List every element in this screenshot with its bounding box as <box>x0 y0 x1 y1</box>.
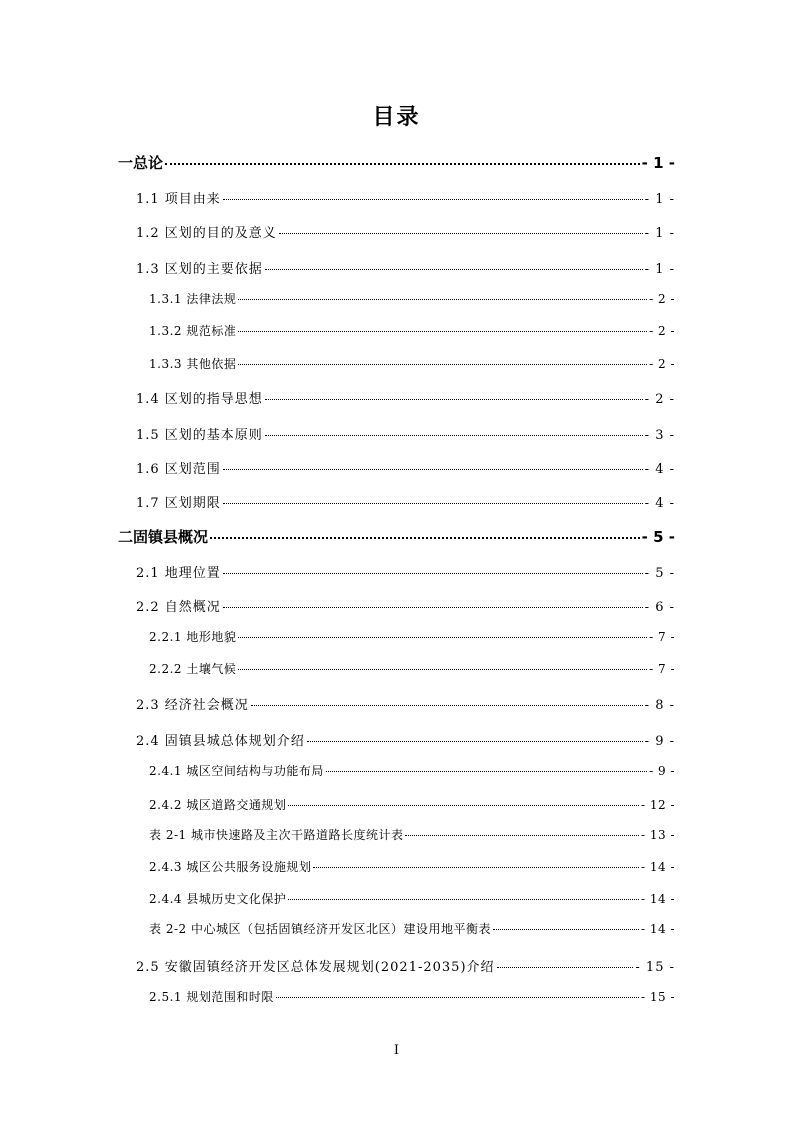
toc-entry[interactable] <box>149 628 675 645</box>
toc-entry[interactable] <box>136 424 675 443</box>
toc-entry[interactable] <box>136 458 675 477</box>
toc-entry-page-number: - 7 - <box>649 630 675 644</box>
toc-entry[interactable] <box>136 956 675 975</box>
toc-entry[interactable] <box>136 188 675 207</box>
toc-entry-label: 1.7 区划期限 <box>136 496 221 511</box>
toc-entry[interactable] <box>149 355 675 372</box>
toc-entry[interactable] <box>136 694 675 713</box>
toc-entry-page-number: - 9 - <box>649 764 675 778</box>
toc-dot-leader <box>165 163 640 165</box>
toc-entry[interactable] <box>136 562 675 581</box>
toc-dot-leader <box>238 364 647 365</box>
toc-entry[interactable] <box>149 826 675 843</box>
toc-entry-page-number: - 13 - <box>640 828 675 842</box>
toc-entry[interactable] <box>149 660 675 677</box>
toc-entry-label: 1.2 区划的目的及意义 <box>136 226 277 241</box>
toc-entry-page-number: - 8 - <box>644 698 675 713</box>
toc-entry[interactable] <box>136 730 675 749</box>
toc-dot-leader <box>288 899 639 900</box>
page-number: I <box>393 1043 400 1058</box>
toc-entry-page-number: - 14 - <box>640 922 675 936</box>
toc-entry-page-number: - 14 - <box>640 892 675 906</box>
toc-dot-leader <box>223 607 643 608</box>
toc-entry-page-number: - 1 - <box>641 154 675 172</box>
toc-entry[interactable] <box>149 890 675 907</box>
toc-entry-label: 2.5.1 规划范围和时限 <box>149 990 274 1004</box>
toc-entry-page-number: - 1 - <box>644 262 675 277</box>
toc-entry-label: 1.1 项目由来 <box>136 192 221 207</box>
toc-entry[interactable] <box>118 526 675 547</box>
toc-dot-leader <box>238 637 647 638</box>
toc-entry-page-number: - 3 - <box>644 428 675 443</box>
toc-dot-leader <box>493 929 639 930</box>
toc-entry[interactable] <box>136 492 675 511</box>
toc-entry-label: 表 2-2 中心城区（包括固镇经济开发区北区）建设用地平衡表 <box>149 922 491 936</box>
toc-dot-leader <box>307 741 643 742</box>
toc-entry-page-number: - 1 - <box>644 226 675 241</box>
toc-entry-label: 二固镇县概况 <box>118 528 209 546</box>
toc-dot-leader <box>238 299 647 300</box>
toc-entry-page-number: - 2 - <box>644 392 675 407</box>
toc-entry-page-number: - 5 - <box>644 566 675 581</box>
toc-entry-page-number: - 5 - <box>641 528 675 546</box>
toc-dot-leader <box>326 771 647 772</box>
toc-dot-leader <box>223 503 643 504</box>
toc-entry-page-number: - 2 - <box>649 292 675 306</box>
toc-entry-page-number: - 14 - <box>640 860 675 874</box>
toc-entry-page-number: - 2 - <box>649 324 675 338</box>
toc-entry-label: 1.3.1 法律法规 <box>149 292 237 306</box>
toc-entry-label: 表 2-1 城市快速路及主次干路道路长度统计表 <box>149 828 404 842</box>
toc-entry[interactable] <box>136 388 675 407</box>
toc-entry[interactable] <box>136 258 675 277</box>
toc-entry[interactable] <box>149 920 675 937</box>
toc-entry[interactable] <box>136 596 675 615</box>
toc-entry-label: 1.3 区划的主要依据 <box>136 262 263 277</box>
toc-entry[interactable] <box>118 152 675 173</box>
toc-entry[interactable] <box>149 858 675 875</box>
toc-entry-page-number: - 7 - <box>649 662 675 676</box>
toc-dot-leader <box>265 435 643 436</box>
toc-entry-page-number: - 15 - <box>640 990 675 1004</box>
toc-dot-leader <box>288 805 639 806</box>
toc-dot-leader <box>210 537 640 539</box>
toc-entry-page-number: - 12 - <box>640 798 675 812</box>
toc-entry-page-number: - 4 - <box>644 496 675 511</box>
toc-entry-label: 2.4.3 城区公共服务设施规划 <box>149 860 312 874</box>
toc-dot-leader <box>313 867 639 868</box>
toc-dot-leader <box>223 573 643 574</box>
toc-dot-leader <box>276 997 639 998</box>
toc-entry[interactable] <box>149 796 675 813</box>
toc-dot-leader <box>497 967 634 968</box>
toc-entry[interactable] <box>136 222 675 241</box>
toc-dot-leader <box>265 269 643 270</box>
toc-entry-label: 2.2.1 地形地貌 <box>149 630 237 644</box>
toc-entry-label: 2.2.2 土壤气候 <box>149 662 237 676</box>
toc-entry-label: 1.3.3 其他依据 <box>149 357 237 371</box>
toc-entry-page-number: - 1 - <box>644 192 675 207</box>
toc-entry-label: 2.1 地理位置 <box>136 566 221 581</box>
toc-entry-page-number: - 15 - <box>635 960 675 975</box>
toc-entry-page-number: - 4 - <box>644 462 675 477</box>
toc-entry-label: 2.2 自然概况 <box>136 600 221 615</box>
toc-entry-label: 2.4.2 城区道路交通规划 <box>149 798 287 812</box>
toc-entry-label: 2.4.4 县城历史文化保护 <box>149 892 287 906</box>
toc-dot-leader <box>238 331 647 332</box>
toc-dot-leader <box>223 469 643 470</box>
toc-entry[interactable] <box>149 290 675 307</box>
toc-dot-leader <box>405 835 639 836</box>
toc-entry-label: 1.3.2 规范标准 <box>149 324 237 338</box>
toc-entry[interactable] <box>149 988 675 1005</box>
toc-dot-leader <box>265 399 643 400</box>
toc-entry-page-number: - 6 - <box>644 600 675 615</box>
toc-entry-label: 2.4 固镇县城总体规划介绍 <box>136 734 305 749</box>
toc-entry[interactable] <box>149 322 675 339</box>
toc-dot-leader <box>251 705 643 706</box>
toc-entry[interactable] <box>149 762 675 779</box>
toc-entry-label: 1.4 区划的指导思想 <box>136 392 263 407</box>
toc-entry-label: 一总论 <box>118 154 164 172</box>
toc-entry-label: 1.6 区划范围 <box>136 462 221 477</box>
toc-entry-label: 2.5 安徽固镇经济开发区总体发展规划(2021-2035)介绍 <box>136 960 495 975</box>
toc-entry-label: 2.3 经济社会概况 <box>136 698 249 713</box>
toc-dot-leader <box>238 669 647 670</box>
toc-dot-leader <box>279 233 643 234</box>
toc-entry-label: 2.4.1 城区空间结构与功能布局 <box>149 764 324 778</box>
toc-entry-page-number: - 2 - <box>649 357 675 371</box>
toc-entry-label: 1.5 区划的基本原则 <box>136 428 263 443</box>
toc-dot-leader <box>223 199 643 200</box>
toc-entry-page-number: - 9 - <box>644 734 675 749</box>
page-title: 目录 <box>372 105 421 130</box>
